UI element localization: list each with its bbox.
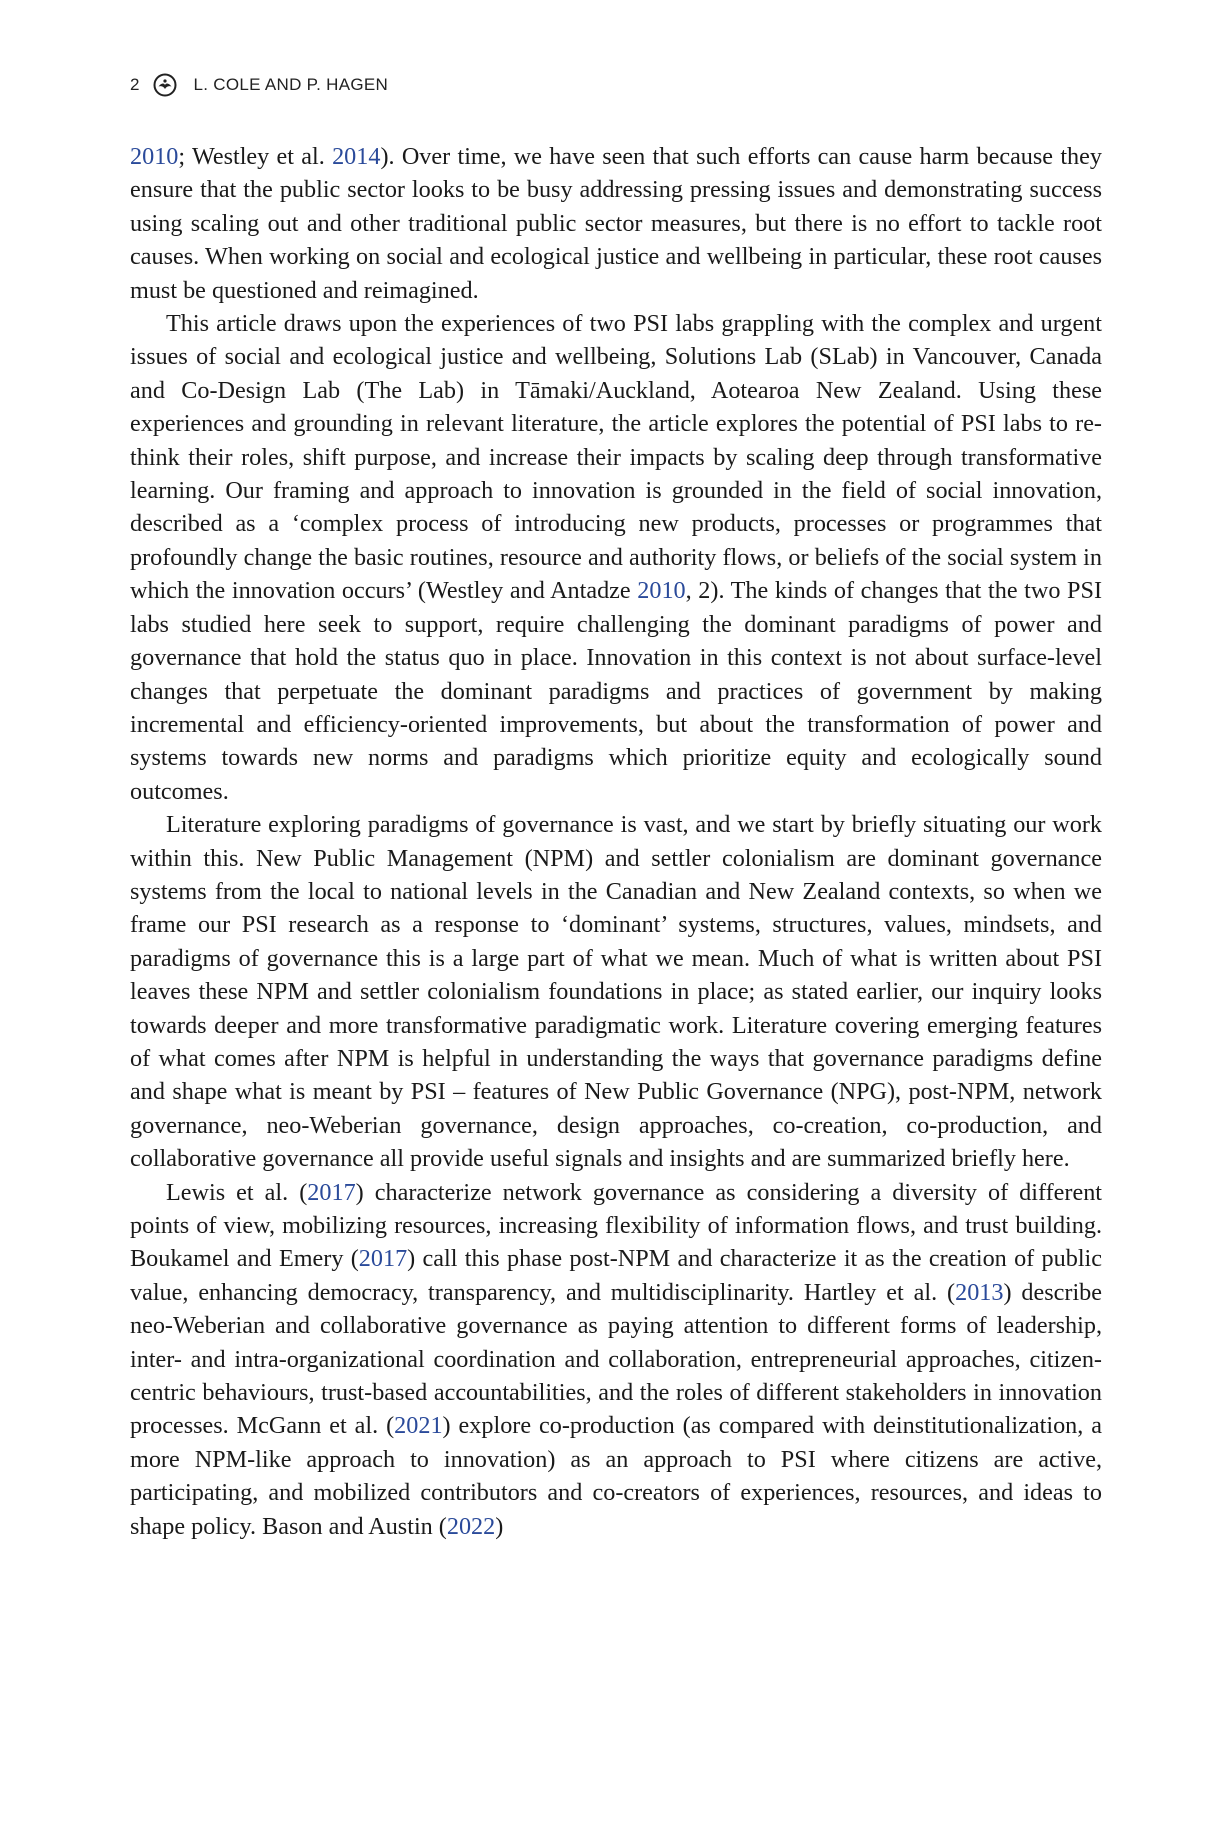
text-run: ) explore co-production (as compared with deinstitutionalization, a more NPM-like approach to innovation) as an approach to PSI where citizens are active, participating, and mobilized contributors and co-creators of experiences, resources, and ideas to shape policy. Bason and Austin ( (130, 1412, 1102, 1540)
text-run: ) (495, 1512, 504, 1540)
citation-year-link[interactable]: 2010 (130, 143, 179, 170)
text-run: ) call this phase post-NPM and characterize it as the creation of public value, enhancing democracy, transparency, and multidisciplinarity. Hartley et al. ( (130, 1245, 1102, 1306)
paragraph (130, 808, 1102, 1175)
citation-year-link[interactable]: 2021 (394, 1412, 443, 1440)
citation-year-link[interactable]: 2014 (332, 143, 381, 170)
paragraph (130, 140, 1102, 307)
citation-year-link[interactable]: 2022 (446, 1512, 496, 1540)
page-number: 2 (130, 75, 140, 94)
article-body (130, 140, 1102, 1543)
text-run: Literature exploring paradigms of governance is vast, and we start by briefly situating our work within this. New Public Management (NPM) and settler colonialism are dominant governance systems from the local to national levels in the Canadian and New Zealand contexts, so when we frame our PSI research as a response to ‘dominant’ systems, structures, values, mindsets, and paradigms of governance this is a large part of what we mean. Much of what is written about PSI leaves these NPM and settler colonialism foundations in place; as stated earlier, our inquiry looks towards deeper and more transformative paradigmatic work. Literature covering emerging features of what comes after NPM is helpful in understanding the ways that governance paradigms define and shape what is meant by PSI – features of New Public Governance (NPG), post-NPM, network governance, neo-Weberian governance, design approaches, co-creation, co-production, and collaborative governance all provide useful signals and insights and are summarized briefly here. (130, 811, 1102, 1173)
paragraph (130, 1176, 1102, 1543)
text-run: ). Over time, we have seen that such efforts can cause harm because they ensure that the public sector looks to be busy addressing pressing issues and demonstrating success using scaling out and other traditional public sector measures, but there is no effort to tackle root causes. When working on social and ecological justice and wellbeing in particular, these root causes must be questioned and reimagined. (130, 143, 1102, 304)
citation-year-link[interactable]: 2010 (637, 577, 686, 605)
journal-roundel-logo-icon (153, 73, 177, 97)
text-run: Lewis et al. ( (166, 1178, 308, 1206)
citation-year-link[interactable]: 2017 (358, 1245, 408, 1273)
citation-year-link[interactable]: 2017 (307, 1178, 356, 1206)
text-run: ; Westley et al. (178, 143, 333, 170)
text-run: ) describe neo-Weberian and collaborative governance as paying attention to different forms of leadership, inter- and intra-organizational coordination and collaboration, entrepreneurial approaches, citizen-centric behaviours, trust-based accountabilities, and the roles of different stakeholders in innovation processes. McGann et al. ( (130, 1278, 1102, 1440)
text-run: ) characterize network governance as considering a diversity of different points of view, mobilizing resources, increasing flexibility of information flows, and trust building. Boukamel and Emery ( (130, 1178, 1103, 1273)
citation-year-link[interactable]: 2013 (955, 1278, 1004, 1306)
text-run: , 2). The kinds of changes that the two PSI labs studied here seek to support, require challenging the dominant paradigms of power and governance that hold the status quo in place. Innovation in this context is not about surface-level changes that perpetuate the dominant paradigms and practices of government by making incremental and efficiency-oriented improvements, but about the transformation of power and systems towards new norms and paradigms which prioritize equity and ecologically sound outcomes. (130, 577, 1102, 805)
paragraph (130, 307, 1102, 808)
running-head (130, 70, 388, 100)
running-head-authors: L. COLE AND P. HAGEN (193, 75, 389, 94)
text-run: This article draws upon the experiences of two PSI labs grappling with the complex and urgent issues of social and ecological justice and wellbeing, Solutions Lab (SLab) in Vancouver, Canada and Co-Design Lab (The Lab) in Tāmaki/Auckland, Aotearoa New Zealand. Using these experiences and grounding in relevant literature, the article explores the potential of PSI labs to re-think their roles, shift purpose, and increase their impacts by scaling deep through transformative learning. Our framing and approach to innovation is grounded in the field of social innovation, described as a ‘complex process of introducing new products, processes or programmes that profoundly change the basic routines, resource and authority flows, or beliefs of the social system in which the innovation occurs’ (Westley and Antadze (130, 310, 1102, 605)
